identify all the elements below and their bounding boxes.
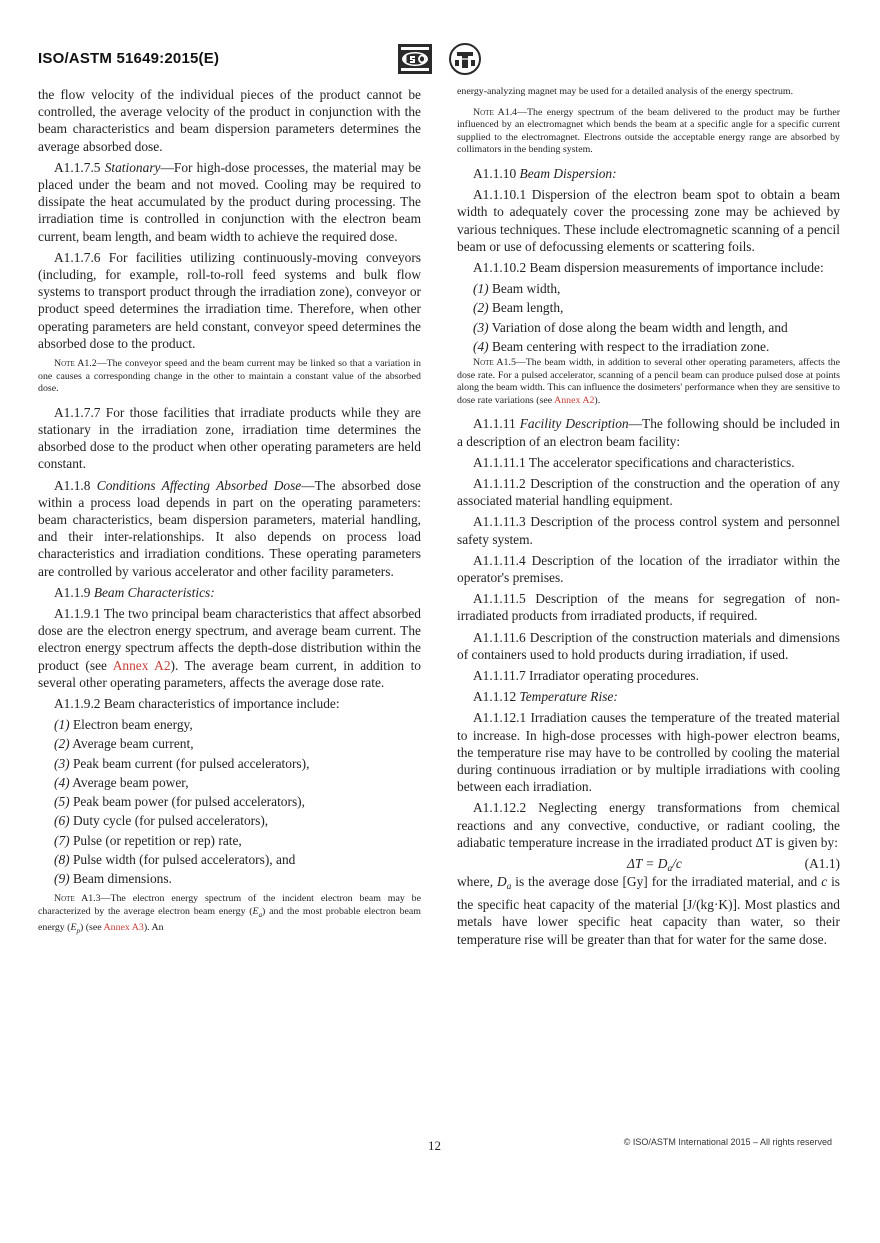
right-column xyxy=(457,86,840,952)
astm-logo-icon xyxy=(448,42,482,76)
paragraph-a1-1-11-2: A1.1.11.2 Description of the construction and the operation of any associated material handling equipment. xyxy=(457,475,840,509)
list-item: (7) Pulse (or repetition or rep) rate, xyxy=(54,832,242,848)
note-a1-2: Note A1.2—The conveyor speed and the beam current may be linked so that a variation in one causes a corresponding change in the other to maintain a constant value of the absorbed dose. xyxy=(38,358,421,395)
paragraph-a1-1-7-5: A1.1.7.5 Stationary—For high-dose processes, the material may be placed under the beam and not moved. Cooling may be required to dissipate the heat accumulated by the product during processing. The irradiation time is controlled in conjunction with the electron beam current, beam length, and beam width to achieve the required dose. xyxy=(38,159,421,244)
list-item: (2) Beam length, xyxy=(473,300,564,316)
paragraph-a1-1-12-1: A1.1.12.1 Irradiation causes the temperature of the treated material to increase. In high-dose processes with high-power electron beams, the temperature rise may have to be controlled by cooling the material during continuous irradiation or by multiple irradiations with cooling between each irradiation. xyxy=(457,710,840,795)
equation-formula: $\Delta T = D_a/c$ xyxy=(627,856,682,875)
page-number: 12 xyxy=(428,1138,441,1153)
note-a1-3-continued: energy-analyzing magnet may be used for a detailed analysis of the energy spectrum. xyxy=(457,86,794,97)
list-item: (1) Beam width, xyxy=(473,281,561,297)
equation-a1-1 xyxy=(457,855,840,873)
paragraph-a1-1-11-3: A1.1.11.3 Description of the process control system and personnel safety system. xyxy=(457,514,840,547)
paragraph-a1-1-11: A1.1.11 Facility Description—The following should be included in a description of an electron beam facility: xyxy=(457,416,840,449)
equation-number: (A1.1) xyxy=(804,856,840,872)
note-a1-3: Note A1.3—The electron energy spectrum of the incident electron beam may be characterized by the average electron beam energy $(E_a)$ and the most probable electron beam energy $(E_p)$ (see Annex A3). An xyxy=(38,893,421,936)
list-item: (5) Peak beam power (for pulsed accelerators), xyxy=(54,794,305,810)
paragraph-a1-1-11-5: A1.1.11.5 Description of the means for segregation of non-irradiated products from irradiated products, if required. xyxy=(457,591,840,624)
list-item: (3) Variation of dose along the beam width and length, and xyxy=(473,319,788,335)
heading-a1-1-12: A1.1.12 Temperature Rise: xyxy=(473,689,618,705)
list-item: (9) Beam dimensions. xyxy=(54,870,172,886)
paragraph-a1-1-7-6: A1.1.7.6 For facilities utilizing continuously-moving conveyors (including, for example, roll-to-roll feed systems and bulk flow systems to transport product through the irradiation zone), conveyor or product speed determines the irradiation time. Therefore, when other operating parameters are held constant, conveyor speed determines the absorbed dose to the product. xyxy=(38,249,421,351)
annex-a2-link[interactable]: Annex A2 xyxy=(554,394,595,406)
left-column xyxy=(38,86,421,947)
heading-a1-1-9: A1.1.9 Beam Characteristics: xyxy=(54,584,215,600)
paragraph-a1-1-11-1: A1.1.11.1 The accelerator specifications and characteristics. xyxy=(473,454,795,470)
list-item: (8) Pulse width (for pulsed accelerators), and xyxy=(54,851,296,867)
paragraph-a1-1-10-2: A1.1.10.2 Beam dispersion measurements of importance include: xyxy=(473,259,824,275)
paragraph-a1-1-12-2: A1.1.12.2 Neglecting energy transformations from chemical reactions and any convective, conductive, or radiant cooling, the adiabatic temperature increase in the irradiated product ΔT is given by: xyxy=(457,800,840,850)
paragraph-a1-1-11-6: A1.1.11.6 Description of the construction materials and dimensions of containers used to hold products during irradiation, if used. xyxy=(457,629,840,662)
copyright-notice: © ISO/ASTM International 2015 – All rights reserved xyxy=(623,1137,832,1147)
note-a1-4: Note A1.4—The energy spectrum of the beam delivered to the product may be further influenced by an electromagnet which bends the beam at a specific angle for a specific current supplied to the electromagnet. Electrons outside the acceptable energy range are absorbed by collimators in the bending system. xyxy=(457,106,840,156)
annex-a2-link[interactable]: Annex A2 xyxy=(112,657,171,673)
paragraph-a1-1-10-1: A1.1.10.1 Dispersion of the electron beam spot to obtain a beam width to adequately cover the processing zone may be achieved by various techniques. These include electromagnetic scanning of a pencil beam or use of defocussing elements or scattering foils. xyxy=(457,187,840,254)
page-header xyxy=(38,44,843,84)
heading-a1-1-10: A1.1.10 Beam Dispersion: xyxy=(473,165,617,181)
paragraph-a1-1-7-7: A1.1.7.7 For those facilities that irradiate products while they are stationary in the irradiation zone, irradiation time determines the absorbed dose to the product when other operating parameters are held constant. xyxy=(38,404,421,472)
paragraph-a1-1-11-7: A1.1.11.7 Irradiator operating procedures. xyxy=(473,668,699,684)
list-item: (6) Duty cycle (for pulsed accelerators), xyxy=(54,813,269,829)
list-item: (4) Average beam power, xyxy=(54,774,189,790)
paragraph-a1-1-8: A1.1.8 Conditions Affecting Absorbed Dose—The absorbed dose within a process load depends in part on the operating parameters: beam characteristics, beam dispersion parameters, material handling, and their inter-relationships. It also depends on process load characteristics and irradiation conditions. These operating parameters are controlled by various accelerator and other facility parameters. xyxy=(38,477,421,579)
list-item: (1) Electron beam energy, xyxy=(54,717,193,733)
paragraph-a1-1-11-4: A1.1.11.4 Description of the location of the irradiator within the operator's premises. xyxy=(457,552,840,585)
paragraph-where: where, $D_a$ is the average dose [Gy] for the irradiated material, and c is the specific heat capacity of the material [J/(kg·K)]. Most plastics and metals have lower specific heat capacity than water, so their temperature rise will be greater than that for water for the same dose. xyxy=(457,874,841,947)
paragraph-a1-1-9-2: A1.1.9.2 Beam characteristics of importance include: xyxy=(54,696,340,712)
list-item: (4) Beam centering with respect to the irradiation zone. xyxy=(473,338,770,354)
standard-id: ISO/ASTM 51649:2015(E) xyxy=(38,50,220,67)
note-a1-5: Note A1.5—The beam width, in addition to several other operating parameters, affects the dose rate. For a pulsed accelerator, scanning of a pencil beam can produce pulsed dose at points along the beam width. This can influence the dosimeters' performance when they are sensitive to dose rate variations (see Annex A2). xyxy=(457,357,840,406)
paragraph-a1-1-9-1: A1.1.9.1 The two principal beam characteristics that affect absorbed dose are the electron energy spectrum, and average beam current. The electron energy spectrum affects the depth-dose distribution within the product (see Annex A2). The average beam current, in addition to several other operating parameters, affects the average dose rate. xyxy=(38,606,421,690)
list-item: (3) Peak beam current (for pulsed accelerators), xyxy=(54,755,310,771)
iso-logo-icon xyxy=(398,44,432,74)
paragraph: the flow velocity of the individual pieces of the product cannot be controlled, the average velocity of the product in conjunction with the beam characteristics and beam dispersion parameters determines the average absorbed dose. xyxy=(38,87,421,154)
annex-a3-link[interactable]: Annex A3 xyxy=(103,922,144,934)
list-item: (2) Average beam current, xyxy=(54,736,194,752)
